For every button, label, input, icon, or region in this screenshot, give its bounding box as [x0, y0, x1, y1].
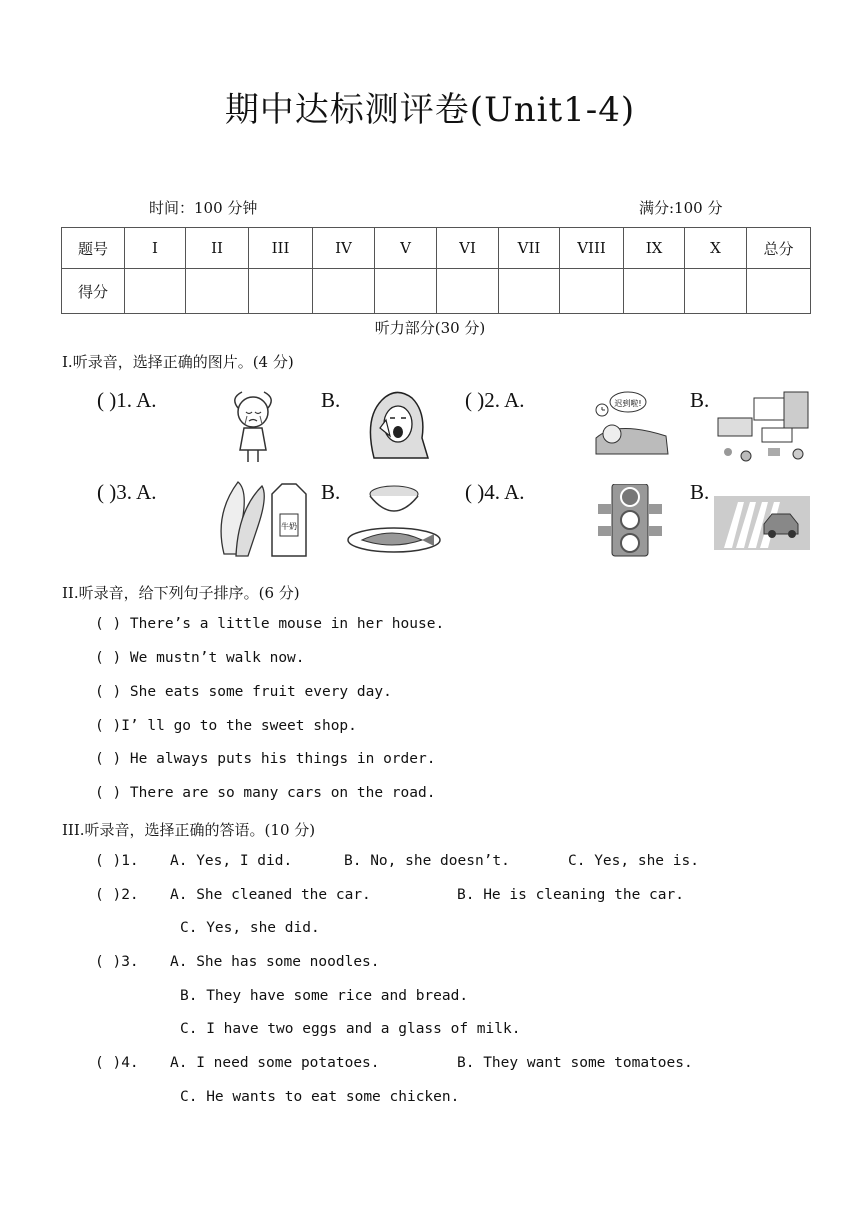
option-c: C. I have two eggs and a glass of milk. [180, 1021, 521, 1037]
pic-question-4: ( )4. A. [465, 480, 525, 504]
shouting-woman-icon [354, 388, 438, 466]
question-number: ( )2. [95, 887, 139, 903]
zebra-crossing-car-icon [714, 486, 810, 550]
section-1-heading: I.听录音，选择正确的图片。(4 分) [62, 353, 294, 371]
pic-option-b-label: B. [690, 480, 710, 504]
option-b: B. They have some rice and bread. [180, 988, 469, 1004]
listening-heading: 听力部分(30 分) [374, 319, 486, 337]
option-b: B. They want some tomatoes. [457, 1055, 693, 1071]
traffic-light-icon [596, 484, 664, 558]
page-title: 期中达标测评卷(Unit1-4) [224, 90, 636, 130]
header-cell: 总分 [747, 228, 811, 269]
header-cell: IX [624, 228, 685, 269]
header-cell: 题号 [62, 228, 125, 269]
sentence-item: ( ) We mustn’t walk now. [95, 650, 305, 666]
question-number: ( )1. [95, 853, 139, 869]
option-c: C. He wants to eat some chicken. [180, 1089, 460, 1105]
score-table-header-row [62, 228, 811, 269]
score-cell[interactable] [375, 269, 437, 314]
header-cell: X [685, 228, 747, 269]
score-cell[interactable] [313, 269, 375, 314]
pic-option-b-label: B. [321, 480, 341, 504]
sentence-item: ( ) There’s a little mouse in her house. [95, 616, 445, 632]
full-score: 满分:100 分 [639, 199, 723, 217]
option-a: A. Yes, I did. [170, 853, 293, 869]
score-cell[interactable] [125, 269, 186, 314]
svg-text:迟到啦!: 迟到啦! [614, 399, 642, 408]
pic-question-1: ( )1. A. [97, 388, 157, 412]
score-cell[interactable] [437, 269, 499, 314]
option-a: A. She has some noodles. [170, 954, 380, 970]
exam-time: 时间：100 分钟 [149, 199, 258, 217]
question-number: ( )3. [95, 954, 139, 970]
score-cell[interactable] [747, 269, 811, 314]
crying-girl-icon [222, 388, 284, 466]
score-cell[interactable] [249, 269, 313, 314]
rice-and-fish-icon [346, 482, 442, 556]
score-cell[interactable] [186, 269, 249, 314]
header-cell: VIII [560, 228, 624, 269]
section-3-heading: III.听录音，选择正确的答语。(10 分) [62, 821, 316, 839]
header-cell: IV [313, 228, 375, 269]
messy-room-icon [714, 388, 812, 466]
option-c: C. Yes, she did. [180, 920, 320, 936]
header-cell: I [125, 228, 186, 269]
option-b: B. He is cleaning the car. [457, 887, 684, 903]
section-2-heading: II.听录音，给下列句子排序。(6 分) [62, 584, 300, 602]
header-cell: III [249, 228, 313, 269]
header-cell: VII [499, 228, 560, 269]
score-table-score-row [62, 269, 811, 314]
sentence-item: ( )I’ ll go to the sweet shop. [95, 718, 357, 734]
pic-question-3: ( )3. A. [97, 480, 157, 504]
option-a: A. She cleaned the car. [170, 887, 371, 903]
score-cell[interactable] [685, 269, 747, 314]
option-b: B. No, she doesn’t. [344, 853, 510, 869]
header-cell: VI [437, 228, 499, 269]
score-cell[interactable] [560, 269, 624, 314]
score-table [61, 227, 811, 314]
pic-option-b-label: B. [690, 388, 710, 412]
sentence-item: ( ) She eats some fruit every day. [95, 684, 392, 700]
header-cell: II [186, 228, 249, 269]
score-cell[interactable] [624, 269, 685, 314]
svg-text:牛奶: 牛奶 [281, 522, 297, 531]
option-c: C. Yes, she is. [568, 853, 699, 869]
score-cell[interactable] [499, 269, 560, 314]
header-cell: V [375, 228, 437, 269]
sentence-item: ( ) He always puts his things in order. [95, 751, 436, 767]
score-row-label: 得分 [62, 269, 125, 314]
option-a: A. I need some potatoes. [170, 1055, 380, 1071]
sentence-item: ( ) There are so many cars on the road. [95, 785, 436, 801]
alarm-clock-sleeping-icon [590, 388, 672, 464]
pic-question-2: ( )2. A. [465, 388, 525, 412]
pic-option-b-label: B. [321, 388, 341, 412]
bread-and-milk-icon [214, 478, 310, 558]
question-number: ( )4. [95, 1055, 139, 1071]
